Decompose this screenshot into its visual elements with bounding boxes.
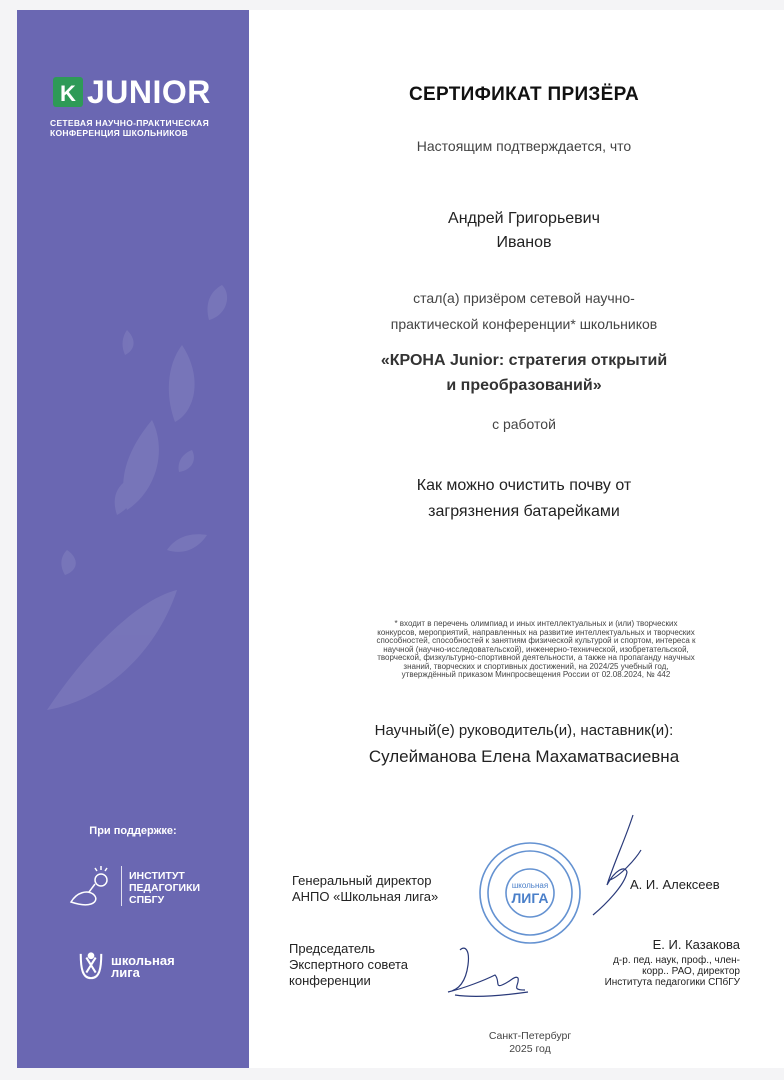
work-title: Как можно очистить почву от загрязнения батарейками xyxy=(416,477,632,520)
conference-name: «КРОНА Junior: стратегия открытий и преобразований» xyxy=(380,352,668,394)
school-league-name: школьная лига xyxy=(111,953,175,980)
director-name: А. И. Алексеев xyxy=(630,877,720,892)
year: 2025 год xyxy=(509,1043,551,1055)
supervisor-label: Научный(е) руководитель(и), наставник(и): xyxy=(374,722,674,739)
supervisor-name: Сулейманова Елена Махаматвасиевна xyxy=(368,747,680,766)
chair-title: д-р. пед. наук, проф., член- корр.. РАО, директор Института педагогики СПбГУ xyxy=(604,955,740,988)
footnote: * входит в перечень олимпиад и иных интеллектуальных и (или) творческих конкурсов, мероприятий, направленных на развитие интеллектуальных и творческих способностей, способностей к занятиям физической культурой и спортом, интереса к научной (научно-исследовательской), инженерно-технической, изобретательской, творческой, физкультурно-спортивной деятельности, а также на пропаганду научных знаний, творческих и спортивных достижений, на 2024/25 учебный год, утверждённый приказом Минпросвещения России от 02.08.2024, № 442 xyxy=(376,619,696,679)
became-text: стал(а) призёром сетевой научно- практической конференции* школьников xyxy=(390,290,658,332)
school-league-icon xyxy=(77,950,105,982)
logo-k-letter: K xyxy=(60,81,76,106)
confirm-text: Настоящим подтверждается, что xyxy=(416,138,632,154)
institute-emblem-icon xyxy=(67,862,117,910)
with-work-label: с работой xyxy=(492,416,556,432)
logo-k-badge xyxy=(53,77,83,107)
stamp-text-top: школьная xyxy=(511,881,549,890)
sidebar-panel xyxy=(17,10,249,1068)
institute-logo xyxy=(67,862,237,910)
logo-text: JUNIOR xyxy=(87,74,211,110)
official-stamp xyxy=(475,838,585,948)
director-role: Генеральный директор АНПО «Школьная лига» xyxy=(292,873,439,904)
chair-name: Е. И. Казакова xyxy=(652,937,740,952)
city-year xyxy=(430,1030,630,1056)
institute-divider xyxy=(121,866,122,906)
logo-subtitle: СЕТЕВАЯ НАУЧНО-ПРАКТИЧЕСКАЯ КОНФЕРЕНЦИЯ ШКОЛЬНИКОВ xyxy=(50,118,209,138)
participant-first-name: Андрей Григорьевич xyxy=(448,210,600,227)
city: Санкт-Петербург xyxy=(488,1030,572,1042)
junior-logo xyxy=(53,75,233,111)
school-league-logo xyxy=(77,948,247,988)
participant-last-name: Иванов xyxy=(496,234,552,251)
support-label: При поддержке: xyxy=(89,825,177,837)
chair-role: Председатель Экспертного совета конференции xyxy=(289,941,409,988)
director-signature xyxy=(585,810,645,920)
institute-name: ИНСТИТУТ ПЕДАГОГИКИ СПБГУ xyxy=(129,870,201,906)
stamp-text-main: ЛИГА xyxy=(511,890,549,906)
chair-signature xyxy=(440,940,530,1005)
certificate-title: СЕРТИФИКАТ ПРИЗЁРА xyxy=(409,84,639,105)
participant-name xyxy=(300,207,748,255)
